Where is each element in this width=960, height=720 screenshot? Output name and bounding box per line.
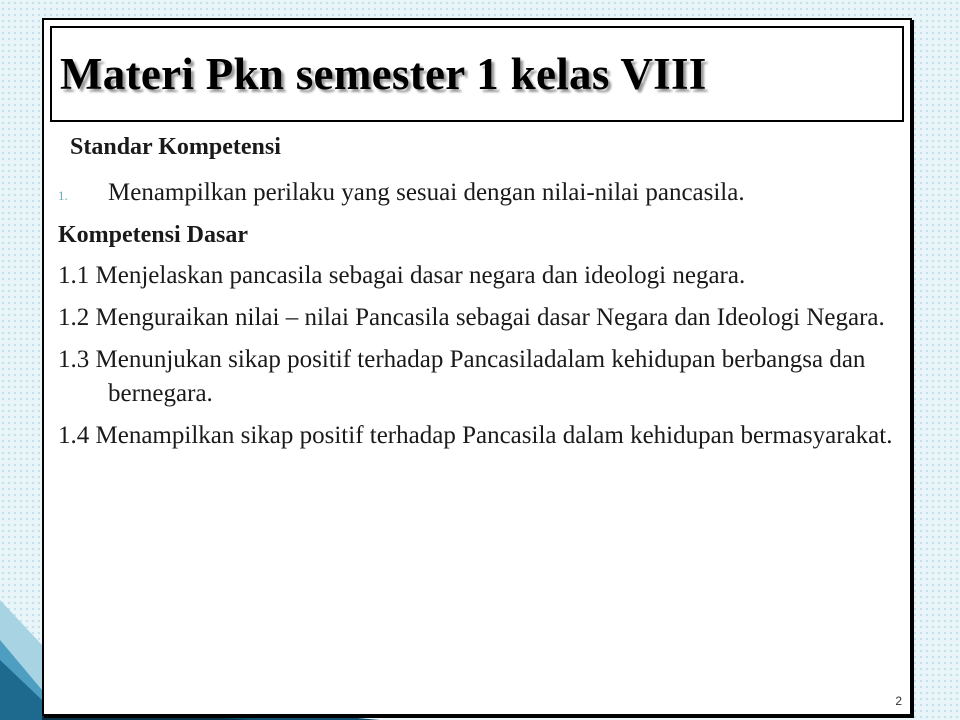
kompetensi-dasar-item-1-2: 1.2 Menguraikan nilai – nilai Pancasila sebagai dasar Negara dan Ideologi Negara.: [58, 304, 885, 331]
title-box: [50, 26, 904, 122]
kompetensi-dasar-item-1-1: 1.1 Menjelaskan pancasila sebagai dasar negara dan ideologi negara.: [58, 262, 746, 289]
kompetensi-dasar-item-1-4: 1.4 Menampilkan sikap positif terhadap Pancasila dalam kehidupan bermasyarakat.: [58, 422, 893, 449]
standar-kompetensi-heading: Standar Kompetensi: [70, 134, 281, 160]
slide-content-area: [42, 18, 912, 716]
page-number: 2: [895, 694, 902, 708]
slide-body: [58, 130, 898, 461]
kompetensi-dasar-heading: Kompetensi Dasar: [58, 222, 248, 248]
standar-kompetensi-item: [58, 176, 898, 210]
list-item-text: Menampilkan perilaku yang sesuai dengan nilai-nilai pancasila.: [108, 179, 745, 206]
kompetensi-dasar-item-1-3: 1.3 Menunjukan sikap positif terhadap Pancasiladalam kehidupan berbangsa dan bernegara.: [58, 346, 866, 407]
slide-title: Materi Pkn semester 1 kelas VIII: [60, 49, 707, 99]
list-number: 1.: [58, 188, 68, 203]
